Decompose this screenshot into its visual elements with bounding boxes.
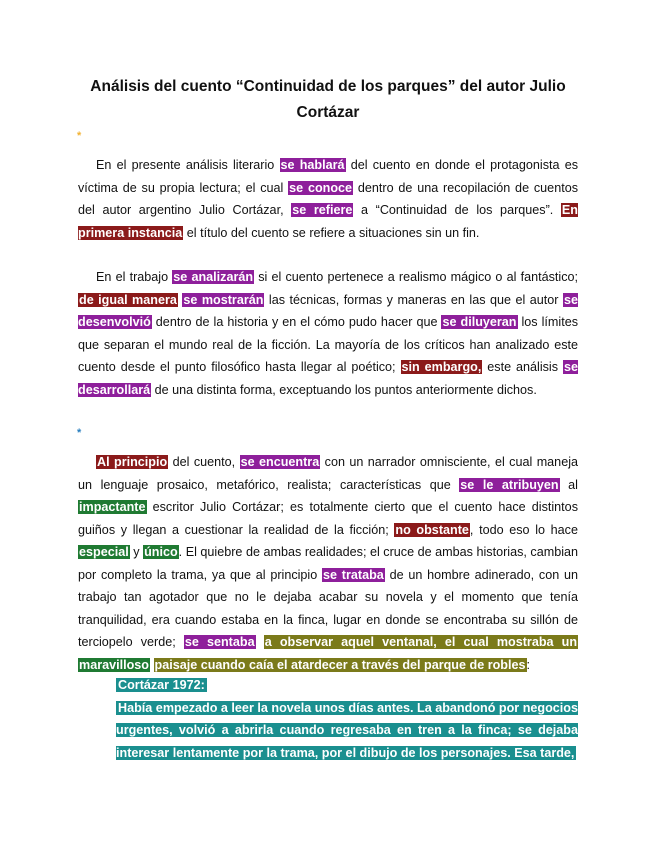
text-run: del cuento, <box>168 455 240 469</box>
text-run: escritor Julio Cortázar; es totalmente cierto que el cuento hace distintos guiños y llegan a cuestionar la realidad de la ficción; <box>78 500 578 537</box>
highlighted-phrase: se refiere <box>292 203 353 217</box>
highlighted-phrase: se conoce <box>289 180 353 195</box>
highlighted-phrase: paisaje cuando caía el atardecer a través del parque de robles <box>154 657 526 672</box>
text-run <box>256 635 264 649</box>
highlighted-phrase: único <box>144 545 178 559</box>
text-run: con un narrador omnisciente, el cual maneja un lenguaje prosaico, metafórico, realista; características que <box>78 455 578 492</box>
text-run: dentro de una recopilación de cuentos del autor argentino Julio Cortázar, <box>78 180 578 217</box>
text-run: En el trabajo <box>96 270 173 284</box>
highlighted-phrase: se diluyeran <box>442 315 517 329</box>
paragraph-analysis <box>78 451 578 676</box>
highlighted-phrase: maravilloso <box>79 657 149 672</box>
highlighted-phrase: se trataba <box>323 567 384 582</box>
text-run: . El quiebre de ambas realidades; el cruce de ambas historias, cambian por completo la trama, ya que al principio <box>78 545 579 582</box>
highlighted-phrase: se sentaba <box>184 635 255 649</box>
highlighted-phrase: se le atribuyen <box>460 477 559 492</box>
highlighted-phrase: Cortázar 1972: <box>118 678 205 692</box>
text-run: el título del cuento se refiere a situaciones sin un fin. <box>183 225 480 240</box>
text-run: En el presente análisis literario <box>96 158 280 172</box>
text-run: al <box>559 477 578 492</box>
highlighted-phrase: especial <box>79 545 129 559</box>
highlighted-phrase: a observar aquel ventanal, el cual mostraba un <box>264 635 578 649</box>
highlighted-phrase: no obstante <box>395 522 469 537</box>
text-run: los límites que separan el mundo real de la ficción. La mayoría de los críticos han analizado este cuento desde el punto filosófico hasta llegar al poético; <box>78 315 579 374</box>
highlighted-phrase: Había empezado a leer la novela unos días antes. La abandonó por negocios urgentes, volvió a abrirla cuando regresaba en tren a la finca; se dejaba interesar lentamente por la trama, por el dibujo de los personajes. Esa tarde, <box>116 700 578 760</box>
text-run <box>150 658 154 672</box>
text-run: , todo eso lo hace <box>469 522 578 537</box>
text-run: si el cuento pertenece a realismo mágico o al fantástico; <box>254 270 578 284</box>
highlighted-phrase: se analizarán <box>173 270 254 284</box>
separator-asterisk: * <box>77 130 82 142</box>
highlighted-phrase: se desarrollará <box>78 360 578 397</box>
text-run: de un hombre adinerado, con un trabajo tan agotador que no le dejaba acabar su novela y el momento que tenía tranquilidad, era cuando estaba en la finca, lugar en donde se encontraba su sillón de terciopelo verde; <box>78 567 578 649</box>
text-run: : <box>526 657 530 672</box>
text-run: dentro de la historia y en el cómo pudo hacer que <box>151 315 442 329</box>
quotation-block <box>116 674 578 764</box>
text-run: a “Continuidad de los parques”. <box>353 203 561 217</box>
highlighted-phrase: de igual manera <box>79 292 177 307</box>
highlighted-phrase: En primera instancia <box>78 203 578 240</box>
text-run: este análisis <box>482 360 563 374</box>
text-run: de una distinta forma, exceptuando los puntos anteriormente dichos. <box>151 382 537 397</box>
text-run: del cuento en donde el protagonista es víctima de su propia lectura; el cual <box>78 158 578 195</box>
highlighted-phrase: se desenvolvió <box>78 292 578 329</box>
highlighted-phrase: se mostrarán <box>183 292 264 307</box>
highlighted-phrase: se hablará <box>280 158 345 172</box>
highlighted-phrase: impactante <box>79 500 146 514</box>
paragraph-intro <box>78 154 578 244</box>
highlighted-phrase: se encuentra <box>240 455 320 469</box>
highlighted-phrase: Al principio <box>97 455 168 469</box>
paragraph-objectives <box>78 266 578 401</box>
highlighted-phrase: sin embargo, <box>401 360 482 374</box>
text-run: y <box>129 545 144 559</box>
document-title: Análisis del cuento “Continuidad de los parques” del autor Julio Cortázar <box>90 78 566 121</box>
separator-asterisk: * <box>77 427 82 439</box>
text-run: las técnicas, formas y maneras en las que el autor <box>264 292 563 307</box>
